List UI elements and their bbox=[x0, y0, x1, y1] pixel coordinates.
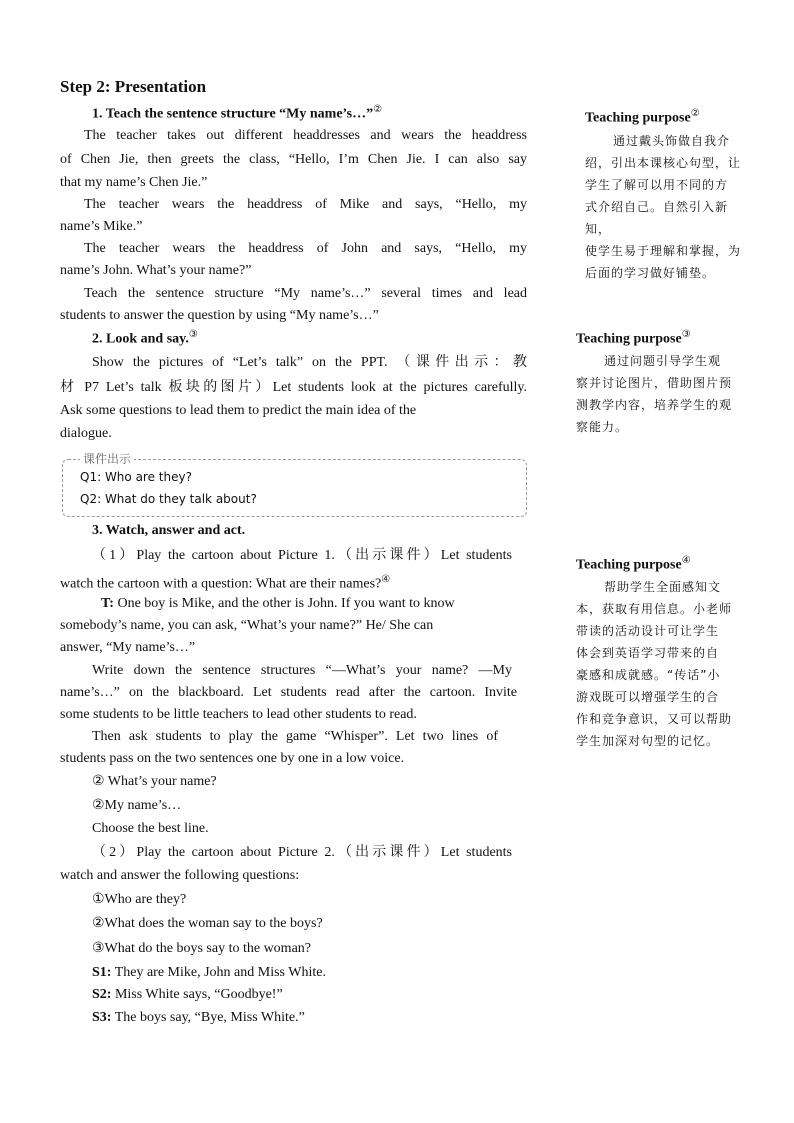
teaching-purpose-title bbox=[576, 555, 691, 574]
section3-line: some students to be little teachers to lead other students to read. bbox=[60, 707, 417, 722]
section3-line: Then ask students to play the game “Whisper”. Let two lines of bbox=[92, 729, 498, 744]
section1-title-text: 1. Teach the sentence structure “My name’s…” bbox=[92, 106, 374, 122]
section3-title: 3. Watch, answer and act. bbox=[92, 523, 246, 538]
purpose-line: 察能力。 bbox=[576, 420, 629, 434]
courseware-question: Q1: Who are they? bbox=[80, 470, 192, 484]
courseware-box-label: 课件出示 bbox=[80, 450, 134, 467]
purpose-line: 豪感和成就感。“传话”小 bbox=[576, 668, 721, 682]
purpose-line: 式介绍自己。自然引入新知， bbox=[585, 200, 729, 236]
purpose-line: 通过戴头饰做自我介 bbox=[613, 134, 731, 148]
teaching-purpose-title bbox=[576, 329, 691, 348]
answer-label: S2: bbox=[92, 987, 112, 1002]
purpose-line: 绍，引出本课核心句型，让 bbox=[585, 156, 742, 170]
purpose-line: 帮助学生全面感知文 bbox=[604, 580, 722, 594]
footnote-mark: ③ bbox=[188, 329, 198, 340]
section1-line: name’s John. What’s your name?” bbox=[60, 263, 252, 278]
teaching-purpose-body bbox=[585, 130, 750, 284]
page-heading: Step 2: Presentation bbox=[60, 77, 207, 96]
question-item: ②What does the woman say to the boys? bbox=[92, 916, 323, 931]
question-item: ③What do the boys say to the woman? bbox=[92, 941, 312, 956]
purpose-line: 使学生易于理解和掌握，为 bbox=[585, 244, 742, 258]
purpose-line: 带读的活动设计可让学生 bbox=[576, 624, 720, 638]
section1-line: Teach the sentence structure “My name’s…” several times and lead bbox=[84, 286, 527, 301]
question-item: ①Who are they? bbox=[92, 892, 187, 907]
answer-label: S3: bbox=[92, 1010, 112, 1025]
section1-line: The teacher wears the headdress of John and says, “Hello, my bbox=[84, 241, 527, 256]
section1-line: The teacher wears the headdress of Mike and says, “Hello, my bbox=[84, 197, 527, 212]
section3-line: students pass on the two sentences one by one in a low voice. bbox=[60, 751, 405, 766]
section3-line: Choose the best line. bbox=[92, 821, 209, 836]
section1-line: The teacher takes out different headdresses and wears the headdress bbox=[84, 128, 527, 143]
section3-line: （2）Play the cartoon about Picture 2.（出示课件）Let students bbox=[92, 845, 512, 860]
purpose-line: 察并讨论图片，借助图片预 bbox=[576, 376, 733, 390]
teaching-purpose-title-text: Teaching purpose bbox=[576, 331, 682, 347]
teaching-purpose-title-text: Teaching purpose bbox=[576, 557, 682, 573]
purpose-line: 体会到英语学习带来的自 bbox=[576, 646, 720, 660]
purpose-line: 学生了解可以用不同的方 bbox=[585, 178, 729, 192]
sentence-item: ②My name’s… bbox=[92, 798, 182, 813]
section3-line: name’s…” on the blackboard. Let students read after the cartoon. Invite bbox=[60, 685, 517, 700]
section1-line: that my name’s Chen Jie.” bbox=[60, 175, 208, 190]
section2-line: 材 P7 Let’s talk 板块的图片）Let students look at the pictures carefully. bbox=[60, 380, 527, 395]
answer-text: The boys say, “Bye, Miss White.” bbox=[114, 1010, 305, 1025]
section1-title bbox=[92, 104, 382, 123]
purpose-line: 通过问题引导学生观 bbox=[604, 354, 722, 368]
teaching-purpose-body bbox=[576, 576, 746, 752]
teacher-line bbox=[101, 593, 455, 615]
teacher-text: One boy is Mike, and the other is John. If you want to know bbox=[117, 596, 455, 611]
footnote-mark: ④ bbox=[381, 574, 391, 585]
answer-text: They are Mike, John and Miss White. bbox=[114, 965, 326, 980]
teaching-purpose-body bbox=[576, 350, 746, 438]
section2-line: Show the pictures of “Let’s talk” on the PPT. （课件出示：教 bbox=[92, 355, 527, 370]
courseware-question: Q2: What do they talk about? bbox=[80, 492, 257, 506]
answer-item bbox=[92, 962, 326, 984]
section2-line: Ask some questions to lead them to predict the main idea of the bbox=[60, 403, 417, 418]
section3-line: （1）Play the cartoon about Picture 1.（出示课件）Let students bbox=[92, 548, 512, 563]
answer-item bbox=[92, 984, 283, 1006]
footnote-mark: ② bbox=[690, 108, 700, 119]
answer-label: S1: bbox=[92, 965, 112, 980]
section2-line: dialogue. bbox=[60, 426, 112, 441]
section3-line bbox=[60, 569, 390, 596]
answer-text: Miss White says, “Goodbye!” bbox=[114, 987, 283, 1002]
purpose-line: 游戏既可以增强学生的合 bbox=[576, 690, 720, 704]
section3-line: answer, “My name’s…” bbox=[60, 640, 196, 655]
section3-line: Write down the sentence structures “—What’s your name? —My bbox=[92, 663, 512, 678]
purpose-line: 学生加深对句型的记忆。 bbox=[576, 734, 720, 748]
section3-text: watch the cartoon with a question: What are their names? bbox=[60, 576, 382, 592]
teaching-purpose-title-text: Teaching purpose bbox=[585, 110, 691, 126]
section1-line: of Chen Jie, then greets the class, “Hello, I’m Chen Jie. I can also say bbox=[60, 152, 527, 167]
section3-line: somebody’s name, you can ask, “What’s your name?” He/ She can bbox=[60, 618, 434, 633]
purpose-line: 本，获取有用信息。小老师 bbox=[576, 602, 733, 616]
teaching-purpose-title bbox=[585, 108, 700, 127]
section2-title-text: 2. Look and say. bbox=[92, 331, 189, 347]
purpose-line: 作和竞争意识，又可以帮助 bbox=[576, 712, 733, 726]
teacher-label: T: bbox=[101, 596, 114, 611]
purpose-line: 测教学内容，培养学生的观 bbox=[576, 398, 733, 412]
footnote-mark: ④ bbox=[681, 555, 691, 566]
sentence-item: ② What’s your name? bbox=[92, 774, 217, 789]
section1-line: students to answer the question by using “My name’s…” bbox=[60, 308, 379, 323]
section1-line: name’s Mike.” bbox=[60, 219, 143, 234]
footnote-mark: ③ bbox=[681, 329, 691, 340]
footnote-mark: ② bbox=[373, 104, 383, 115]
answer-item bbox=[92, 1007, 305, 1029]
purpose-line: 后面的学习做好铺垫。 bbox=[585, 266, 716, 280]
section3-line: watch and answer the following questions: bbox=[60, 868, 300, 883]
section2-title bbox=[92, 329, 198, 348]
